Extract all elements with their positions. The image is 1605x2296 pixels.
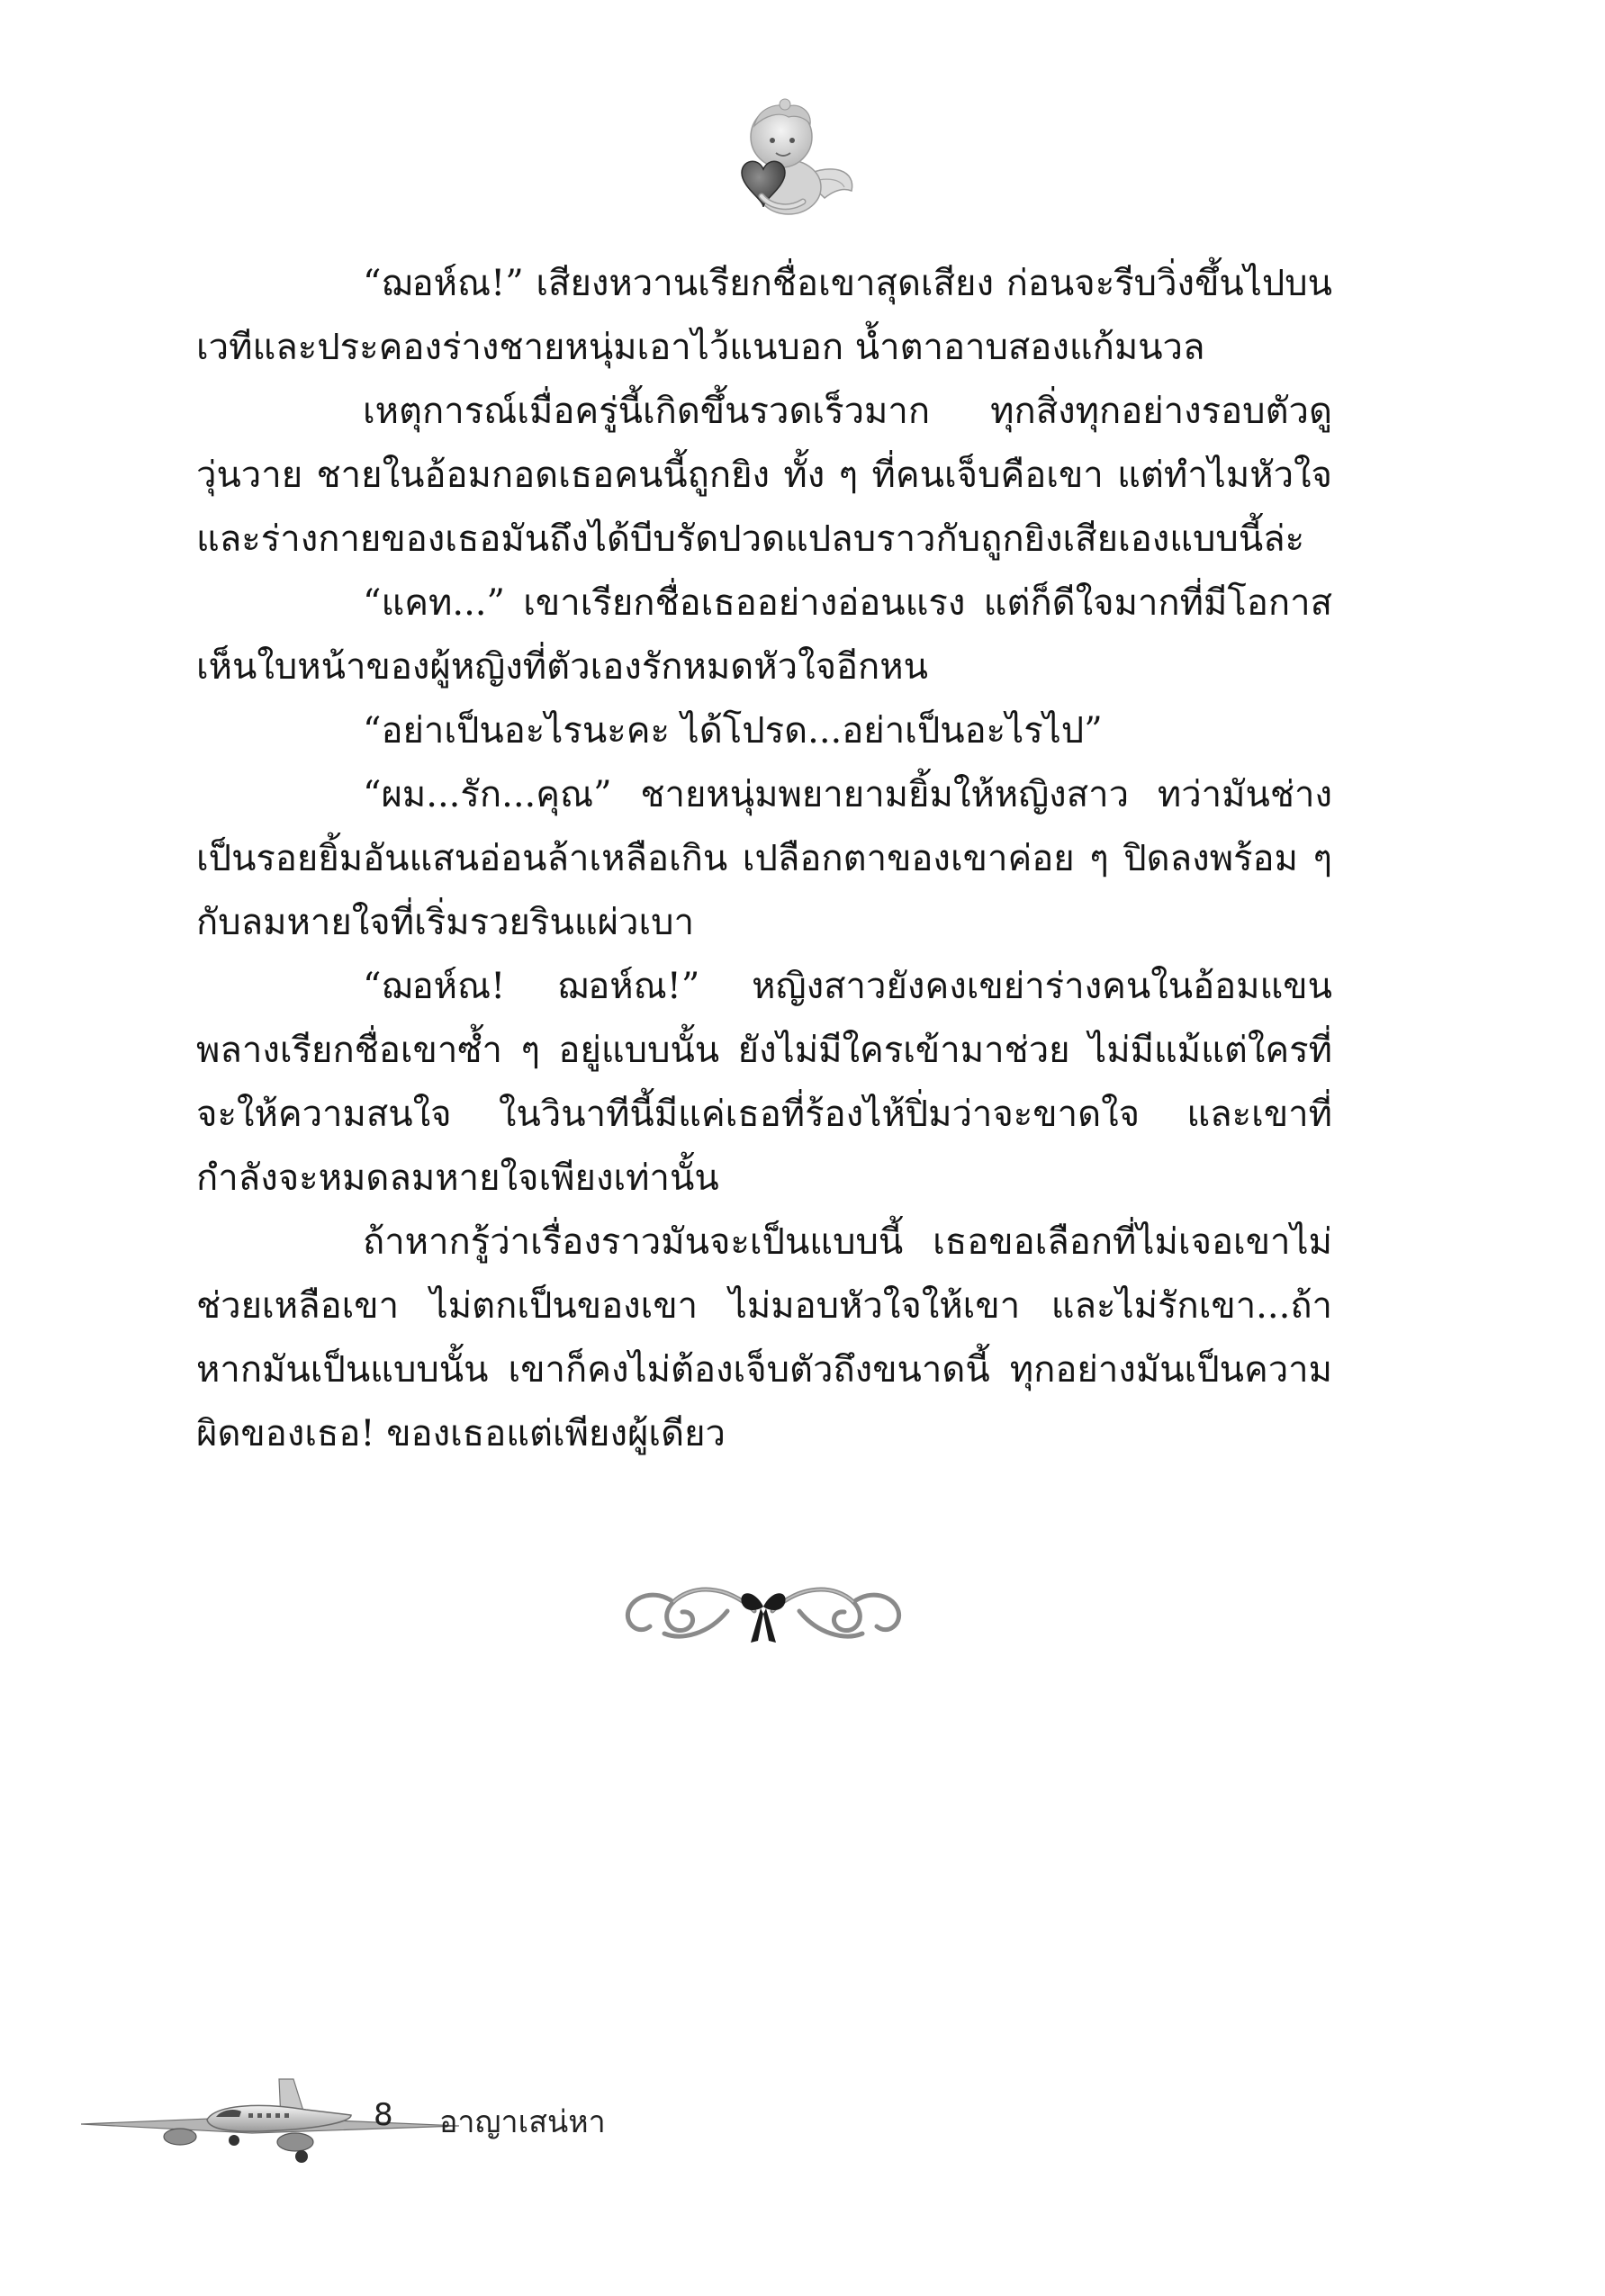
ribbon-ornament-icon [619, 1571, 907, 1652]
paragraph: “ฌอห์ณ!” เสียงหวานเรียกชื่อเขาสุดเสียง ก่อนจะรีบวิ่งขึ้นไปบนเวทีและประคองร่างชายหนุ่มเอาไว้แนบอก น้ำตาอาบสองแก้มนวล [196, 263, 1332, 368]
paragraph: ถ้าหากรู้ว่าเรื่องราวมันจะเป็นแบบนี้ เธอขอเลือกที่ไม่เจอเขาไม่ช่วยเหลือเขา ไม่ตกเป็นของเขา ไม่มอบหัวใจให้เขา และไม่รักเขา...ถ้าหากมันเป็นแบบนั้น เขาก็คงไม่ต้องเจ็บตัวถึงขนาดนี้ ทุกอย่างมันเป็นความผิดของเธอ! ของเธอแต่เพียงผู้เดียว [196, 1221, 1332, 1454]
story-text [196, 252, 1332, 1466]
paragraph: “ฌอห์ณ! ฌอห์ณ!” หญิงสาวยังคงเขย่าร่างคนในอ้อมแขนพลางเรียกชื่อเขาซ้ำ ๆ อยู่แบบนั้น ยังไม่มีใครเข้ามาช่วย ไม่มีแม้แต่ใครที่จะให้ความสนใจ ในวินาทีนี้มีแค่เธอที่ร้องไห้ปิ่มว่าจะขาดใจ และเขาที่กำลังจะหมดลมหายใจเพียงเท่านั้น [196, 966, 1332, 1199]
paragraph: “อย่าเป็นอะไรนะคะ ได้โปรด...อย่าเป็นอะไรไป” [363, 710, 1103, 752]
paragraph: เหตุการณ์เมื่อครู่นี้เกิดขึ้นรวดเร็วมาก ทุกสิ่งทุกอย่างรอบตัวดูวุ่นวาย ชายในอ้อมกอดเธอคนนี้ถูกยิง ทั้ง ๆ ที่คนเจ็บคือเขา แต่ทำไมหัวใจและร่างกายของเธอมันถึงได้บีบรัดปวดแปลบราวกับถูกยิงเสียเองแบบนี้ล่ะ [196, 391, 1332, 560]
page-number: 8 [374, 2097, 393, 2133]
cupid-heart-icon [699, 90, 870, 225]
paragraph: “แคท...” เขาเรียกชื่อเธออย่างอ่อนแรง แต่ก็ดีใจมากที่มีโอกาสเห็นใบหน้าของผู้หญิงที่ตัวเองรักหมดหัวใจอีกหน [196, 582, 1332, 688]
book-title: อาญาเสน่หา [439, 2104, 606, 2140]
paragraph: “ผม...รัก...คุณ” ชายหนุ่มพยายามยิ้มให้หญิงสาว ทว่ามันช่างเป็นรอยยิ้มอันแสนอ่อนล้าเหลือเกิน เปลือกตาของเขาค่อย ๆ ปิดลงพร้อม ๆ กับลมหายใจที่เริ่มรวยรินแผ่วเบา [196, 774, 1332, 943]
airplane-icon [81, 2070, 459, 2169]
